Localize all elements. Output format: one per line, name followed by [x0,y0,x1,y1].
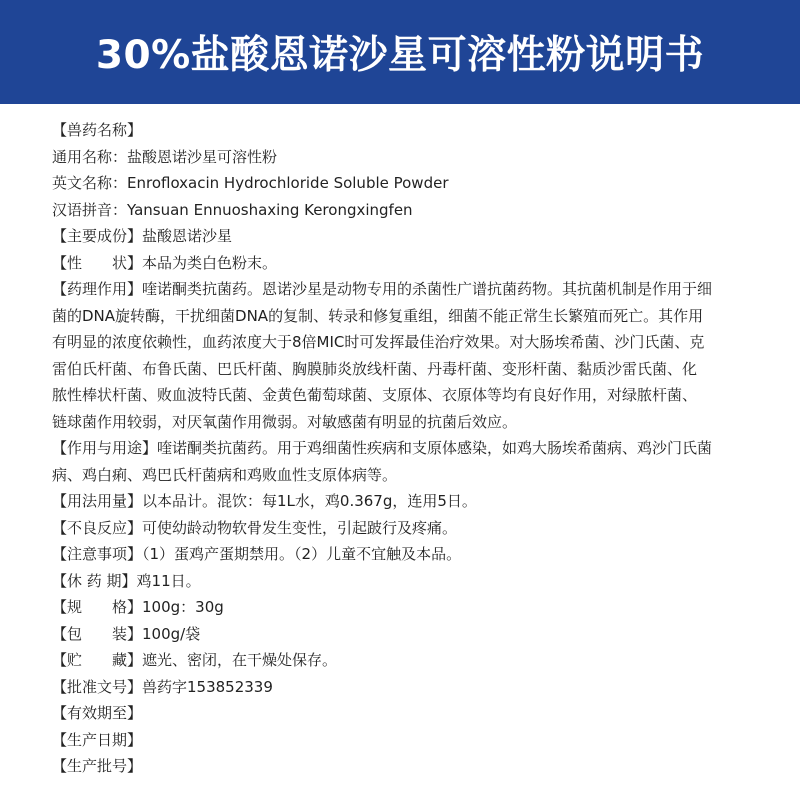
dosage: 【用法用量】以本品计。混饮：每1L水，鸡0.367g，连用5日。 [52,492,477,510]
pinyin-name: 汉语拼音：Yansuan Ennuoshaxing Kerongxingfen [52,200,413,219]
package: 【包 装】100g/袋 [52,624,201,643]
indications-line: 【作用与用途】喹诺酮类抗菌药。用于鸡细菌性疾病和支原体感染，如鸡大肠埃希菌病、鸡沙门氏菌 [52,439,713,457]
label-body [0,104,800,780]
pharmacology-line: 脓性棒状杆菌、败血波特氏菌、金黄色葡萄球菌、支原体、衣原体等均有良好作用，对绿脓杆菌、 [52,386,698,404]
batch-number: 【生产批号】 [52,757,143,775]
english-name: 英文名称：Enrofloxacin Hydrochloride Soluble Powder [52,174,449,192]
pharmacology-line: 链球菌作用较弱，对厌氧菌作用微弱。对敏感菌有明显的抗菌后效应。 [52,412,518,431]
pharmacology-line: 有明显的浓度依赖性，血药浓度大于8倍MIC时可发挥最佳治疗效果。对大肠埃希菌、沙门氏菌、克 [52,333,705,351]
page-title: 30%盐酸恩诺沙星可溶性粉说明书 [95,33,705,78]
withdrawal-period: 【休 药 期】鸡11日。 [52,571,201,590]
precautions: 【注意事项】（1）蛋鸡产蛋期禁用。（2）儿童不宜触及本品。 [52,545,462,563]
specification: 【规 格】100g：30g [52,598,224,616]
generic-name: 通用名称：盐酸恩诺沙星可溶性粉 [52,147,278,166]
expiry-date: 【有效期至】 [52,704,143,722]
approval-number: 【批准文号】兽药字153852339 [52,677,273,696]
adverse-reactions: 【不良反应】可使幼龄动物软骨发生变性，引起跛行及疼痛。 [52,518,458,537]
pharmacology-section [52,276,748,435]
pharmacology-line: 【药理作用】喹诺酮类抗菌药。恩诺沙星是动物专用的杀菌性广谱抗菌药物。其抗菌机制是作用于细 [52,280,713,298]
indications-section [52,435,748,488]
indications-line: 病、鸡白痢、鸡巴氏杆菌病和鸡败血性支原体病等。 [52,465,398,484]
drug-name-heading: 【兽药名称】 [52,121,143,139]
production-date: 【生产日期】 [52,730,143,749]
storage: 【贮 藏】遮光、密闭，在干燥处保存。 [52,651,338,669]
pharmacology-line: 菌的DNA旋转酶，干扰细菌DNA的复制、转录和修复重组，细菌不能正常生长繁殖而死亡。其作用 [52,306,704,325]
appearance: 【性 状】本品为类白色粉末。 [52,253,278,272]
title-banner [0,0,800,104]
ingredients: 【主要成份】盐酸恩诺沙星 [52,227,233,245]
pharmacology-line: 雷伯氏杆菌、布鲁氏菌、巴氏杆菌、胸膜肺炎放线杆菌、丹毒杆菌、变形杆菌、黏质沙雷氏菌、化 [52,359,698,378]
